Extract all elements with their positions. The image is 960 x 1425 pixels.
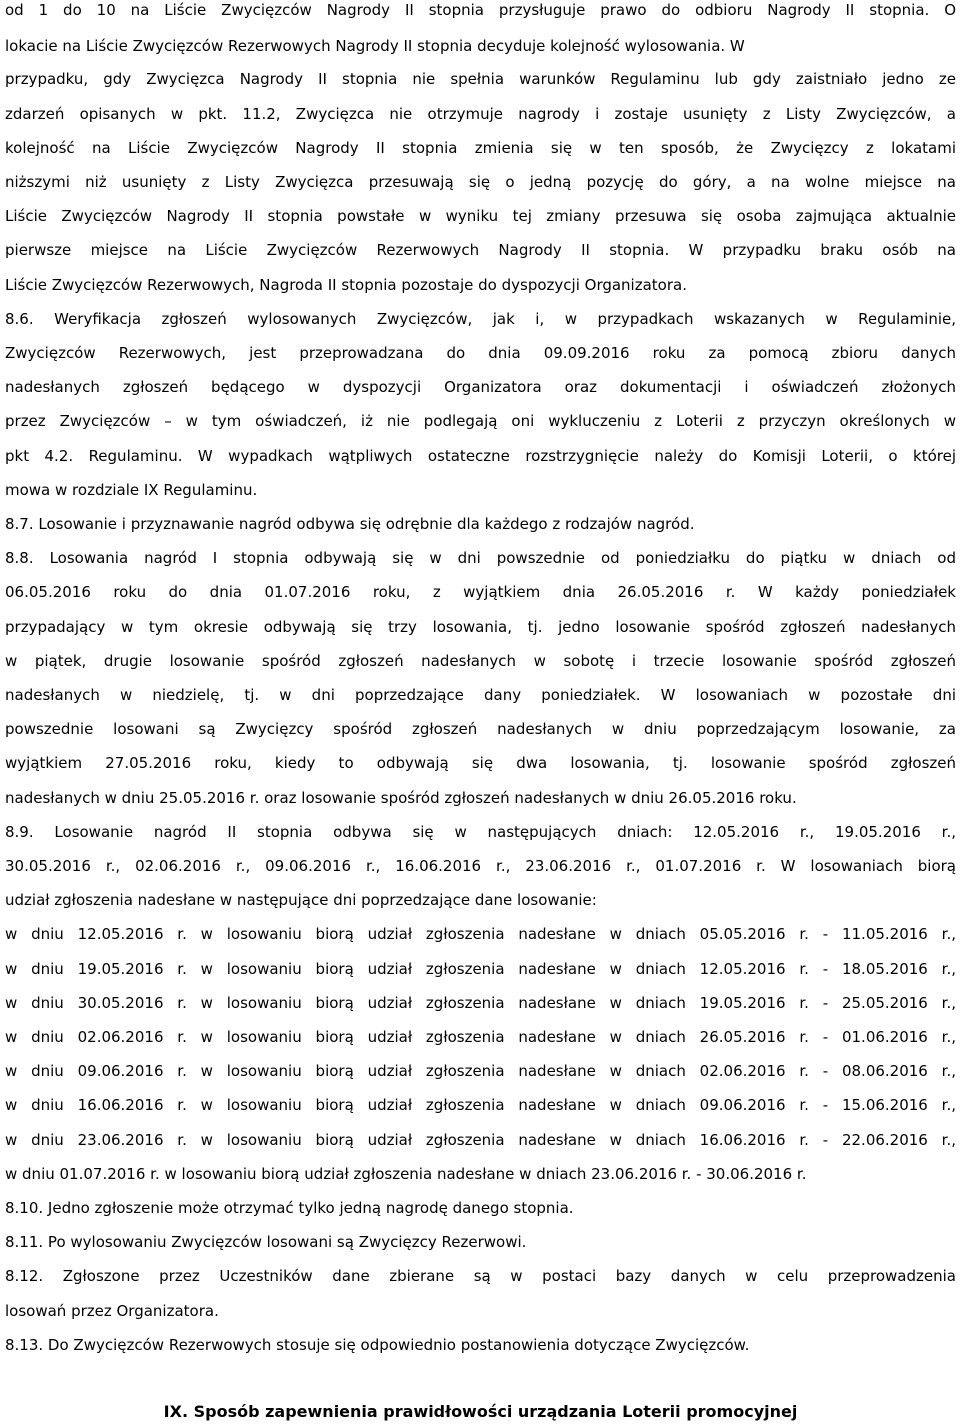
text-line: mowa w rozdziale IX Regulaminu.: [5, 481, 258, 499]
text-line: kolejność na Liście Zwycięzców Nagrody II stopnia zmienia się w ten sposób, że Zwycięzcy z lokatami: [5, 139, 956, 157]
text-line: lokacie na Liście Zwycięzców Rezerwowych Nagrody II stopnia decyduje kolejność wylosowania. W: [5, 37, 745, 55]
text-line: niższymi niż usunięty z Listy Zwycięzca przesuwają się o jedną pozycję do góry, a na wolne miejsce na: [5, 173, 956, 191]
date-line: w dniu 02.06.2016 r. w losowaniu biorą udział zgłoszenia nadesłane w dniach 26.05.2016 r. - 01.06.2016 r.,: [5, 1028, 956, 1046]
date-line: w dniu 16.06.2016 r. w losowaniu biorą udział zgłoszenia nadesłane w dniach 09.06.2016 r. - 15.06.2016 r.,: [5, 1096, 956, 1114]
text-line: przypadku, gdy Zwycięzca Nagrody II stopnia nie spełnia warunków Regulaminu lub gdy zaistniało jedno ze: [5, 70, 956, 88]
text-line: zdarzeń opisanych w pkt. 11.2, Zwycięzca nie otrzymuje nagrody i zostaje usunięty z Listy Zwycięzców, a: [5, 105, 956, 123]
text-line: udział zgłoszenia nadesłane w następujące dni poprzedzające dane losowanie:: [5, 891, 597, 909]
text-line: nadesłanych zgłoszeń będącego w dyspozycji Organizatora oraz dokumentacji i oświadczeń złożonych: [5, 378, 956, 396]
text-line: pkt 4.2. Regulaminu. W wypadkach wątpliwych ostateczne rozstrzygnięcie należy do Komisji Loterii, o której: [5, 447, 956, 465]
date-line: w dniu 09.06.2016 r. w losowaniu biorą udział zgłoszenia nadesłane w dniach 02.06.2016 r. - 08.06.2016 r.,: [5, 1062, 956, 1080]
text-line: 8.9. Losowanie nagród II stopnia odbywa się w następujących dniach: 12.05.2016 r., 19.05.2016 r.,: [5, 823, 956, 841]
text-line: 06.05.2016 roku do dnia 01.07.2016 roku, z wyjątkiem dnia 26.05.2016 r. W każdy poniedziałek: [5, 583, 956, 601]
text-line: nadesłanych w niedzielę, tj. w dni poprzedzające dany poniedziałek. W losowaniach w pozostałe dni: [5, 686, 956, 704]
text-line: 8.11. Po wylosowaniu Zwycięzców losowani są Zwycięzcy Rezerwowi.: [5, 1233, 527, 1251]
text-line: Liście Zwycięzców Nagrody II stopnia powstałe w wyniku tej zmiany przesuwa się osoba zajmująca aktualnie: [5, 207, 956, 225]
text-line: 8.6. Weryfikacja zgłoszeń wylosowanych Zwycięzców, jak i, w przypadkach wskazanych w Regulaminie,: [5, 310, 956, 328]
text-line: 8.13. Do Zwycięzców Rezerwowych stosuje się odpowiednio postanowienia dotyczące Zwycięzców.: [5, 1336, 750, 1354]
text-line: wyjątkiem 27.05.2016 roku, kiedy to odbywają się dwa losowania, tj. losowanie spośród zgłoszeń: [5, 754, 956, 772]
text-line: Liście Zwycięzców Rezerwowych, Nagroda II stopnia pozostaje do dyspozycji Organizatora.: [5, 276, 687, 294]
text-line: przypadający w tym okresie odbywają się trzy losowania, tj. jedno losowanie spośród zgłoszeń nadesłanych: [5, 618, 956, 636]
text-line: 8.10. Jedno zgłoszenie może otrzymać tylko jedną nagrodę danego stopnia.: [5, 1199, 574, 1217]
text-line: nadesłanych w dniu 25.05.2016 r. oraz losowanie spośród zgłoszeń nadesłanych w dniu 26.05.2016 roku.: [5, 789, 797, 807]
text-line: 30.05.2016 r., 02.06.2016 r., 09.06.2016 r., 16.06.2016 r., 23.06.2016 r., 01.07.2016 r. W losowaniach biorą: [5, 857, 956, 875]
text-line: w piątek, drugie losowanie spośród zgłoszeń nadesłanych w sobotę i trzecie losowanie spośród zgłoszeń: [5, 652, 956, 670]
text-line: Zwycięzców Rezerwowych, jest przeprowadzana do dnia 09.09.2016 roku za pomocą zbioru danych: [5, 344, 956, 362]
date-line: w dniu 30.05.2016 r. w losowaniu biorą udział zgłoszenia nadesłane w dniach 19.05.2016 r. - 25.05.2016 r.,: [5, 994, 956, 1012]
text-line: pierwsze miejsce na Liście Zwycięzców Rezerwowych Nagrody II stopnia. W przypadku braku osób na: [5, 241, 956, 259]
date-line: w dniu 23.06.2016 r. w losowaniu biorą udział zgłoszenia nadesłane w dniach 16.06.2016 r. - 22.06.2016 r.,: [5, 1131, 956, 1149]
text-line: losowań przez Organizatora.: [5, 1302, 219, 1320]
date-line: w dniu 19.05.2016 r. w losowaniu biorą udział zgłoszenia nadesłane w dniach 12.05.2016 r. - 18.05.2016 r.,: [5, 960, 956, 978]
text-line: 8.8. Losowania nagród I stopnia odbywają się w dni powszednie od poniedziałku do piątku w dniach od: [5, 549, 956, 567]
section-heading: IX. Sposób zapewnienia prawidłowości urządzania Loterii promocyjnej: [163, 1402, 798, 1421]
text-line: powszednie losowani są Zwycięzcy spośród zgłoszeń nadesłanych w dniu poprzedzającym losowanie, za: [5, 720, 956, 738]
text-line: 8.7. Losowanie i przyznawanie nagród odbywa się odrębnie dla każdego z rodzajów nagród.: [5, 515, 695, 533]
text-line: przez Zwycięzców – w tym oświadczeń, iż nie podlegają oni wykluczeniu z Loterii z przyczyn określonych w: [5, 412, 956, 430]
date-line: w dniu 12.05.2016 r. w losowaniu biorą udział zgłoszenia nadesłane w dniach 05.05.2016 r. - 11.05.2016 r.,: [5, 925, 956, 943]
text-line: od 1 do 10 na Liście Zwycięzców Nagrody II stopnia przysługuje prawo do odbioru Nagrody II stopnia. O: [5, 1, 956, 19]
date-line: w dniu 01.07.2016 r. w losowaniu biorą udział zgłoszenia nadesłane w dniach 23.06.2016 r. - 30.06.2016 r.: [5, 1165, 807, 1183]
text-line: 8.12. Zgłoszone przez Uczestników dane zbierane są w postaci bazy danych w celu przeprowadzenia: [5, 1267, 956, 1285]
